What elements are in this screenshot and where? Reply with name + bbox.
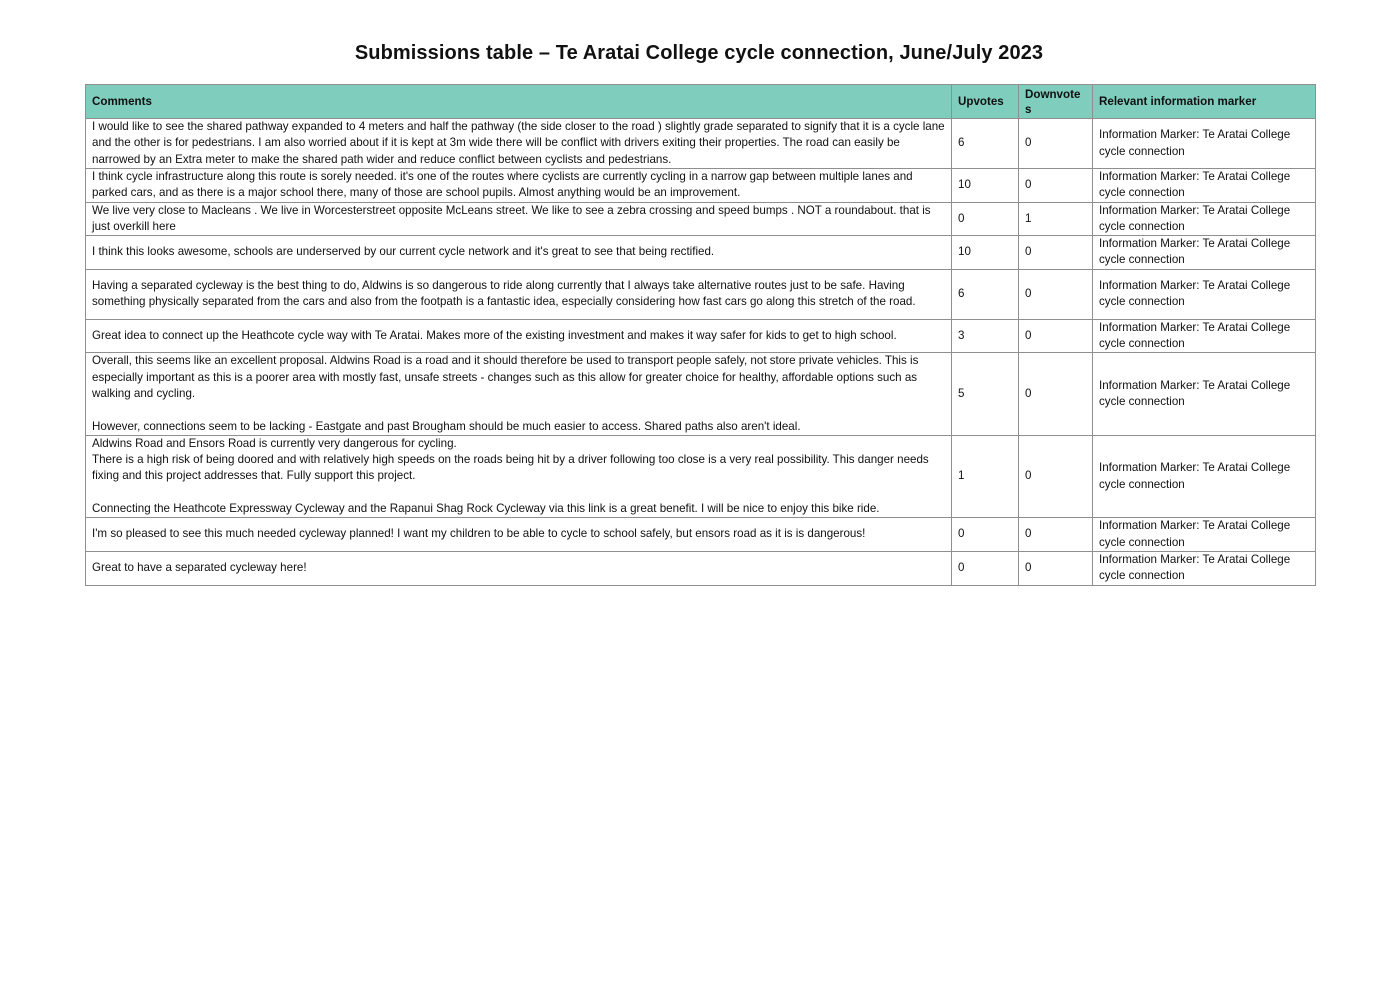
downvotes-cell: 0 [1019,119,1093,169]
marker-cell: Information Marker: Te Aratai College cycle connection [1093,202,1316,236]
comment-cell: Overall, this seems like an excellent proposal. Aldwins Road is a road and it should therefore be used to transport people safely, not store private vehicles. This is especially important as this is a poorer area with mostly fast, unsafe streets - changes such as this allow for greater choice for healthy, affordable options such as walking and cycling. However, connections seem to be lacking - Eastgate and past Brougham should be much easier to access. Shared paths also aren't ideal. [86,353,952,435]
comment-cell: Having a separated cycleway is the best thing to do, Aldwins is so dangerous to ride along currently that I always take alternative routes just to be safe. Having something physically separated from the cars and also from the footpath is a fantastic idea, especially considering how fast cars go along this stretch of the road. [86,269,952,319]
header-downvotes: Downvote s [1019,85,1093,119]
table-row [86,435,1316,517]
marker-cell: Information Marker: Te Aratai College cycle connection [1093,518,1316,552]
marker-cell: Information Marker: Te Aratai College cycle connection [1093,236,1316,270]
comment-cell: We live very close to Macleans . We live in Worcesterstreet opposite McLeans street. We like to see a zebra crossing and speed bumps . NOT a roundabout. that is just overkill here [86,202,952,236]
header-upvotes: Upvotes [952,85,1019,119]
table-row [86,551,1316,585]
header-comments: Comments [86,85,952,119]
downvotes-cell: 0 [1019,551,1093,585]
table-row [86,202,1316,236]
table-header [86,85,1316,119]
downvotes-cell: 0 [1019,269,1093,319]
table-body [86,119,1316,586]
upvotes-cell: 0 [952,551,1019,585]
marker-cell: Information Marker: Te Aratai College cycle connection [1093,169,1316,203]
marker-cell: Information Marker: Te Aratai College cycle connection [1093,435,1316,517]
page-title: Submissions table – Te Aratai College cycle connection, June/July 2023 [354,42,1044,64]
marker-cell: Information Marker: Te Aratai College cycle connection [1093,269,1316,319]
header-row [86,85,1316,119]
comment-cell: I would like to see the shared pathway expanded to 4 meters and half the pathway (the side closer to the road ) slightly grade separated to signify that it is a cycle lane and the other is for pedestrians. I am also worried about if it is kept at 3m wide there will be conflict with drivers exiting their properties. The road can easily be narrowed by an Extra meter to make the shared path wider and reduce conflict between cyclists and pedestrians. [86,119,952,169]
marker-cell: Information Marker: Te Aratai College cycle connection [1093,551,1316,585]
upvotes-cell: 1 [952,435,1019,517]
marker-cell: Information Marker: Te Aratai College cycle connection [1093,119,1316,169]
table-row [86,319,1316,353]
upvotes-cell: 5 [952,353,1019,435]
upvotes-cell: 10 [952,169,1019,203]
upvotes-cell: 0 [952,202,1019,236]
upvotes-cell: 6 [952,269,1019,319]
comment-cell: Great idea to connect up the Heathcote cycle way with Te Aratai. Makes more of the existing investment and makes it way safer for kids to get to high school. [86,319,952,353]
downvotes-cell: 0 [1019,236,1093,270]
submissions-table [85,84,1316,586]
table-row [86,236,1316,270]
comment-cell: I'm so pleased to see this much needed cycleway planned! I want my children to be able to cycle to school safely, but ensors road as it is is dangerous! [86,518,952,552]
upvotes-cell: 3 [952,319,1019,353]
table-row [86,518,1316,552]
table-row [86,353,1316,435]
table-row [86,269,1316,319]
upvotes-cell: 0 [952,518,1019,552]
table-row [86,119,1316,169]
marker-cell: Information Marker: Te Aratai College cycle connection [1093,353,1316,435]
comment-cell: Aldwins Road and Ensors Road is currently very dangerous for cycling. There is a high risk of being doored and with relatively high speeds on the roads being hit by a driver following too close is a very real possibility. This danger needs fixing and this project addresses that. Fully support this project. Connecting the Heathcote Expressway Cycleway and the Rapanui Shag Rock Cycleway via this link is a great benefit. I will be nice to enjoy this bike ride. [86,435,952,517]
downvotes-cell: 0 [1019,169,1093,203]
header-marker: Relevant information marker [1093,85,1316,119]
downvotes-cell: 0 [1019,518,1093,552]
comment-cell: Great to have a separated cycleway here! [86,551,952,585]
downvotes-cell: 0 [1019,319,1093,353]
downvotes-cell: 0 [1019,435,1093,517]
comment-cell: I think cycle infrastructure along this route is sorely needed. it's one of the routes where cyclists are currently cycling in a narrow gap between multiple lanes and parked cars, and as there is a major school there, many of those are school pupils. Almost anything would be an improvement. [86,169,952,203]
marker-cell: Information Marker: Te Aratai College cycle connection [1093,319,1316,353]
comment-cell: I think this looks awesome, schools are underserved by our current cycle network and it's great to see that being rectified. [86,236,952,270]
downvotes-cell: 0 [1019,353,1093,435]
downvotes-cell: 1 [1019,202,1093,236]
table-row [86,169,1316,203]
upvotes-cell: 10 [952,236,1019,270]
upvotes-cell: 6 [952,119,1019,169]
